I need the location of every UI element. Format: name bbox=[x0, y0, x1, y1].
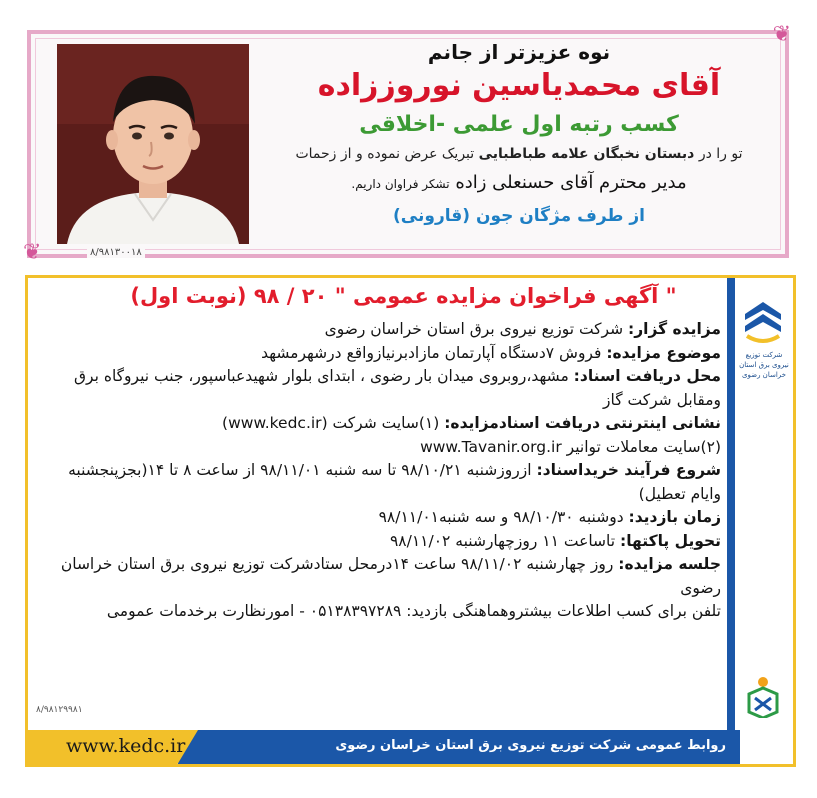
line-label: تحویل پاکتها: bbox=[620, 531, 721, 550]
notice-line bbox=[40, 459, 721, 506]
notice-line bbox=[40, 412, 721, 436]
national-emblem-icon bbox=[741, 674, 785, 718]
line-text: روز چهارشنبه ۹۸/۱۱/۰۲ ساعت ۱۴درمحل ستادشرکت توزیع نیروی برق استان خراسان رضوی bbox=[60, 555, 721, 597]
line-text: فروش ۷دستگاه آپارتمان مازادبرنیازواقع درشهرمشهد bbox=[261, 343, 607, 362]
line-text: (۱)سایت شرکت (www.kedc.ir) bbox=[222, 414, 445, 432]
auction-notice bbox=[25, 275, 796, 767]
decorative-swirl-icon: ❦ bbox=[772, 22, 791, 47]
line-label: جلسه مزایده: bbox=[618, 555, 721, 573]
notice-line bbox=[40, 553, 721, 600]
message-part-1: تو را در bbox=[698, 146, 743, 162]
ad-code: ۸/۹۸۱۲۹۹۸۱ bbox=[36, 705, 83, 715]
footer-text: روابط عمومی شرکت توزیع نیروی برق استان خراسان رضوی bbox=[335, 738, 726, 753]
thanks-text: تشکر فراوان داریم. bbox=[351, 177, 450, 191]
line-text: مشهد،روبروی میدان بار رضوی ، ابتدای بلوار شهیدعباسپور، جنب نیروگاه برق ومقابل شرکت گاز bbox=[74, 367, 721, 409]
message-line-2 bbox=[263, 172, 775, 193]
message-line-1 bbox=[263, 146, 775, 162]
line-label: مزایده گزار: bbox=[628, 320, 721, 338]
website-link[interactable]: www.kedc.ir bbox=[66, 735, 186, 757]
line-label: موضوع مزایده: bbox=[606, 343, 721, 362]
congratulation-card bbox=[23, 22, 791, 265]
company-logo-icon bbox=[741, 300, 785, 346]
child-photo bbox=[57, 44, 249, 244]
line-label: محل دریافت اسناد: bbox=[573, 367, 721, 385]
notice-line bbox=[40, 318, 721, 342]
notice-line bbox=[40, 436, 721, 460]
line-text: تاساعت ۱۱ روزچهارشنبه ۹۸/۱۱/۰۲ bbox=[389, 531, 620, 550]
message-part-2: تبریک عرض نموده و از زحمات bbox=[295, 146, 475, 162]
decorative-swirl-icon: ❦ bbox=[23, 240, 42, 265]
notice-line bbox=[40, 342, 721, 366]
line-label: زمان بازدید: bbox=[628, 508, 721, 526]
greeting-line: نوه عزیزتر از جانم bbox=[427, 40, 611, 64]
notice-body bbox=[40, 318, 721, 624]
line-label: شروع فرآیند خریداسناد: bbox=[536, 461, 721, 479]
school-name: دبستان نخبگان علامه طباطبایی bbox=[478, 146, 695, 162]
company-caption: شرکت توزیع نیروی برق استان خراسان رضوی bbox=[739, 351, 789, 379]
notice-line bbox=[40, 365, 721, 412]
notice-title: " آگهی فراخوان مزایده عمومی " ۲۰ / ۹۸ (نوبت اول) bbox=[130, 284, 677, 308]
line-label: نشانی اینترنتی دریافت اسنادمزایده: bbox=[444, 414, 721, 432]
achievement-text: کسب رتبه اول علمی -اخلاقی bbox=[359, 112, 679, 137]
notice-line bbox=[40, 530, 721, 554]
blue-accent-bar bbox=[727, 278, 735, 764]
line-text: ازروزشنبه ۹۸/۱۰/۲۱ تا سه شنبه ۹۸/۱۱/۰۱ از ساعت ۸ تا ۱۴(بجزپنجشنبه وایام تعطیل) bbox=[68, 461, 721, 503]
line-text: دوشنبه ۹۸/۱۰/۳۰ و سه شنبه۹۸/۱۱/۰۱ bbox=[378, 508, 629, 526]
child-name: آقای محمدیاسین نوروززاده bbox=[317, 68, 721, 103]
footer-blue-band bbox=[178, 730, 740, 764]
notice-line bbox=[40, 600, 721, 624]
line-text: (۲)سایت معاملات توانیر www.Tavanir.org.ir bbox=[420, 437, 721, 456]
line-text: تلفن برای کسب اطلاعات بیشتروهماهنگی بازدید: ۰۵۱۳۸۳۹۷۲۸۹ - امورنظارت برخدمات عمومی bbox=[106, 602, 721, 620]
line-text: شرکت توزیع نیروی برق استان خراسان رضوی bbox=[324, 320, 629, 338]
notice-line bbox=[40, 506, 721, 530]
signature-line: از طرف مژگان جون (قارونی) bbox=[393, 206, 645, 226]
ad-code: ۸/۹۸۱۳۰۰۱۸ bbox=[87, 247, 145, 258]
company-side-strip bbox=[733, 278, 793, 764]
notice-footer bbox=[28, 730, 740, 764]
principal-name: مدیر محترم آقای حسنعلی زاده bbox=[455, 172, 687, 193]
